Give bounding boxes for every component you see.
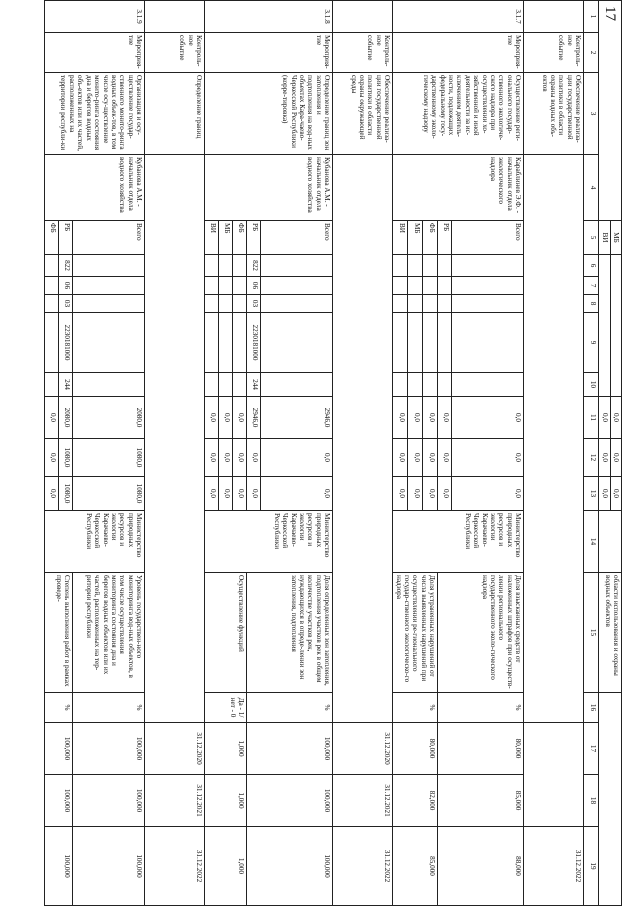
column-number: 3 xyxy=(584,73,599,155)
funding-source-cell: ФБ xyxy=(233,221,247,255)
grbs-cell xyxy=(45,255,59,277)
indicator-value-cell: 1,000 xyxy=(205,723,247,775)
date-cell: 31.12.2022 xyxy=(524,827,584,906)
row-title-cell: Обеспечение реализа-ции государственной политики в области охраны окружающей среды xyxy=(333,73,393,155)
measure-funding-row xyxy=(261,1,333,906)
grbs-cell xyxy=(219,255,233,277)
pr-cell xyxy=(393,295,408,313)
funding-source-cell: ФБ xyxy=(45,221,59,255)
column-number: 18 xyxy=(584,775,599,827)
vr-cell xyxy=(219,373,233,397)
funding-source-cell: МБ xyxy=(219,221,233,255)
pr-cell xyxy=(219,295,233,313)
amount-cell: 0,0 xyxy=(408,439,423,477)
row-type-cell: Мероприя-тие xyxy=(393,33,524,73)
indicator-value-cell: 80,000 xyxy=(393,723,438,775)
amount-cell: 2080,0 xyxy=(73,397,145,439)
control-event-row xyxy=(333,1,393,906)
column-number: 10 xyxy=(584,373,599,397)
row-number-cell: 3.1.9 xyxy=(45,1,145,33)
measure-funding-row xyxy=(452,1,524,906)
grbs-cell: 822 xyxy=(59,255,73,277)
amount-cell: 0,0 xyxy=(438,439,452,477)
indicator-value-cell: 1,000 xyxy=(205,775,247,827)
indicator-unit-cell: % xyxy=(393,693,438,723)
grbs-cell xyxy=(408,255,423,277)
grbs-cell xyxy=(438,255,452,277)
funding-source-cell: РБ xyxy=(438,221,452,255)
amount-cell: 0,0 xyxy=(599,439,610,477)
grbs-cell xyxy=(205,255,219,277)
amount-cell: 0,0 xyxy=(45,477,59,511)
grbs-cell xyxy=(393,255,408,277)
amount-cell: 1080,0 xyxy=(73,477,145,511)
indicator-value-cell: 82,000 xyxy=(393,775,438,827)
csr-cell xyxy=(233,313,247,373)
column-number: 8 xyxy=(584,295,599,313)
amount-cell: 0,0 xyxy=(610,439,621,477)
amount-cell: 1080,0 xyxy=(59,439,73,477)
pr-cell xyxy=(408,295,423,313)
indicator-value-cell: 88,000 xyxy=(438,827,524,906)
indicator-value-cell: 1,000 xyxy=(205,827,247,906)
amount-cell: 0,0 xyxy=(438,397,452,439)
amount-cell: 0,0 xyxy=(45,439,59,477)
rotated-content xyxy=(49,0,622,905)
date-cell: 31.12.2021 xyxy=(333,775,393,827)
funding-source-cell: РБ xyxy=(247,221,261,255)
amount-cell: 0,0 xyxy=(261,439,333,477)
indicator-value-cell: 100,000 xyxy=(73,775,145,827)
csr-cell xyxy=(219,313,233,373)
indicator-name-cell: области использования и охраны водных объектов xyxy=(599,573,622,693)
indicator-value-cell: 85,000 xyxy=(393,827,438,906)
indicator-value-cell: 85,000 xyxy=(438,775,524,827)
vr-cell: 244 xyxy=(59,373,73,397)
row-type-cell: Контроль-ное событие xyxy=(333,33,393,73)
row-number-cell xyxy=(333,1,393,33)
amount-cell: 0,0 xyxy=(261,477,333,511)
amount-cell: 0,0 xyxy=(233,439,247,477)
amount-cell: 0,0 xyxy=(452,439,524,477)
column-number-row xyxy=(584,1,599,906)
amount-cell: 0,0 xyxy=(219,477,233,511)
indicator-value-cell: 100,000 xyxy=(45,775,73,827)
control-event-row xyxy=(145,1,205,906)
amount-cell: 1080,0 xyxy=(59,477,73,511)
amount-cell: 0,0 xyxy=(599,477,610,511)
row-title-cell: Определение границ xyxy=(145,73,205,155)
indicator-name-cell: Степень выполнения работ в рамках проведе- xyxy=(45,573,73,693)
amount-cell: 0,0 xyxy=(408,477,423,511)
row-type-cell: Контроль-ное событие xyxy=(145,33,205,73)
amount-cell: 0,0 xyxy=(599,397,610,439)
funding-source-cell: Всего xyxy=(452,221,524,255)
amount-cell: 2080,0 xyxy=(59,397,73,439)
csr-cell xyxy=(408,313,423,373)
pr-cell xyxy=(205,295,219,313)
indicator-name-cell: Доля устраненных нарушений от числа выявленных нарушений при осуществлении ре-гионального государ-ственного экологическо-го надзора xyxy=(393,573,438,693)
grbs-cell xyxy=(233,255,247,277)
column-number: 19 xyxy=(584,827,599,906)
rz-cell xyxy=(408,277,423,295)
pr-cell xyxy=(438,295,452,313)
row-type-cell: Мероприя-тие xyxy=(205,33,333,73)
vr-cell xyxy=(393,373,408,397)
rz-cell: 06 xyxy=(247,277,261,295)
pr-cell xyxy=(452,295,524,313)
indicator-unit-cell: Да - 1/ нет - 0 xyxy=(205,693,247,723)
date-cell: 31.12.2022 xyxy=(333,827,393,906)
grbs-cell xyxy=(452,255,524,277)
column-number: 5 xyxy=(584,221,599,255)
csr-cell xyxy=(205,313,219,373)
rz-cell xyxy=(438,277,452,295)
grbs-cell xyxy=(423,255,438,277)
column-number: 7 xyxy=(584,277,599,295)
empty-cell xyxy=(524,723,584,827)
vr-cell xyxy=(233,373,247,397)
funding-source-cell: РБ xyxy=(59,221,73,255)
indicator-value-cell: 100,000 xyxy=(73,723,145,775)
amount-cell: 0,0 xyxy=(233,397,247,439)
row-title-cell: Определение границ зон затопления и подтопления на вод-ных объектах Кара-чаево-Черкесской Республики (корре-тировка) xyxy=(205,73,333,155)
csr-cell: 2230181000 xyxy=(59,313,73,373)
row-number-cell: 3.1.8 xyxy=(205,1,333,33)
measure-funding-row xyxy=(73,1,145,906)
column-number: 4 xyxy=(584,155,599,221)
indicator-unit-cell: % xyxy=(438,693,524,723)
column-number: 11 xyxy=(584,397,599,439)
page-number: 17 xyxy=(602,6,618,21)
amount-cell: 0,0 xyxy=(438,477,452,511)
grbs-cell xyxy=(73,255,145,277)
pr-cell xyxy=(261,295,333,313)
csr-cell xyxy=(423,313,438,373)
amount-cell: 2946,0 xyxy=(261,397,333,439)
amount-cell: 0,0 xyxy=(408,397,423,439)
csr-cell xyxy=(261,313,333,373)
indicator-name-cell: Доля определенных зон затопления, подтопления участков рек в общем количестве участков рек, нуждающихся в опреде-лении зон затопления, подтопления xyxy=(247,573,333,693)
responsible-cell: Караблинев Э.Ф. - начальник отдела экологического надзора xyxy=(393,155,524,221)
funding-source-cell: МБ xyxy=(408,221,423,255)
rz-cell xyxy=(205,277,219,295)
amount-cell: 0,0 xyxy=(219,439,233,477)
vr-cell xyxy=(452,373,524,397)
indicator-unit-cell: % xyxy=(247,693,333,723)
empty-cell xyxy=(599,1,622,221)
indicator-value-cell: 100,000 xyxy=(45,827,73,906)
date-cell: 31.12.2020 xyxy=(145,723,205,775)
vr-cell xyxy=(45,373,59,397)
vr-cell xyxy=(205,373,219,397)
funding-source-cell: ВИ xyxy=(599,221,610,255)
amount-cell: 0,0 xyxy=(45,397,59,439)
csr-cell xyxy=(45,313,59,373)
row-type-cell: Контроль-ное событие xyxy=(524,33,584,73)
indicator-name-cell: Доля взысканных средств от наложенных штрафов при осуществ-лении регионального государственного эколо-гического надзора xyxy=(438,573,524,693)
amount-cell: 0,0 xyxy=(247,477,261,511)
row-type-cell: Мероприя-тие xyxy=(45,33,145,73)
column-number: 14 xyxy=(584,511,599,573)
pr-cell xyxy=(45,295,59,313)
indicator-value-cell: 80,000 xyxy=(438,723,524,775)
column-number: 12 xyxy=(584,439,599,477)
funding-source-cell: ФБ xyxy=(423,221,438,255)
funding-source-cell: Всего xyxy=(73,221,145,255)
row-number-cell: 3.1.7 xyxy=(393,1,524,33)
amount-cell: 0,0 xyxy=(423,439,438,477)
empty-cell xyxy=(599,511,622,573)
indicator-name-cell: Осуществление функций xyxy=(205,573,247,693)
rz-cell: 06 xyxy=(59,277,73,295)
rz-cell xyxy=(45,277,59,295)
responsible-cell: Кубанова А.М. - начальник отдела водного хозяйства xyxy=(45,155,145,221)
executor-cell: Министерство природных ресурсов и экологии Карачаево-Черкесской Республики xyxy=(45,511,145,573)
amount-cell: 0,0 xyxy=(423,477,438,511)
rotated-table-area xyxy=(49,0,622,905)
column-number: 17 xyxy=(584,723,599,775)
amount-cell: 0,0 xyxy=(452,477,524,511)
row-title-cell: Организация и осу-ществление государ-ственного монито-ринга водных объек-тов, в том числе осу-ществление монито-ринга состояния дна и берегов водных объ-ектов или их частей, расположенных на территории республи-ки xyxy=(45,73,145,155)
column-number: 15 xyxy=(584,573,599,693)
executor-cell: Министерство природных ресурсов и экологии Карачаево-Черкесской Республики xyxy=(205,511,333,573)
pr-cell xyxy=(423,295,438,313)
amount-cell: 0,0 xyxy=(393,439,408,477)
csr-cell xyxy=(73,313,145,373)
row-number-cell xyxy=(524,1,584,33)
amount-cell: 2946,0 xyxy=(247,397,261,439)
empty-cell xyxy=(333,155,393,723)
rz-cell xyxy=(261,277,333,295)
indicator-value-cell: 100,000 xyxy=(73,827,145,906)
funding-source-cell: ВИ xyxy=(393,221,408,255)
amount-cell: 0,0 xyxy=(610,397,621,439)
continuation-row xyxy=(610,1,621,906)
funding-source-cell: ВИ xyxy=(205,221,219,255)
amount-cell: 1080,0 xyxy=(73,439,145,477)
column-number: 6 xyxy=(584,255,599,277)
rz-cell xyxy=(393,277,408,295)
amount-cell: 0,0 xyxy=(233,477,247,511)
amount-cell: 0,0 xyxy=(393,477,408,511)
vr-cell xyxy=(408,373,423,397)
rz-cell xyxy=(452,277,524,295)
column-number: 16 xyxy=(584,693,599,723)
amount-cell: 0,0 xyxy=(205,397,219,439)
funding-source-cell: Всего xyxy=(261,221,333,255)
amount-cell: 0,0 xyxy=(247,439,261,477)
responsible-cell: Кубанова А.М. - начальник отдела водного хозяйства xyxy=(205,155,333,221)
empty-cell xyxy=(610,255,621,397)
amount-cell: 0,0 xyxy=(423,397,438,439)
csr-cell xyxy=(452,313,524,373)
empty-cell xyxy=(599,255,610,397)
empty-cell xyxy=(145,155,205,723)
column-number: 13 xyxy=(584,477,599,511)
rz-cell xyxy=(423,277,438,295)
amount-cell: 0,0 xyxy=(205,477,219,511)
indicator-value-cell: 100,000 xyxy=(247,775,333,827)
date-cell: 31.12.2020 xyxy=(333,723,393,775)
csr-cell xyxy=(393,313,408,373)
pr-cell: 03 xyxy=(247,295,261,313)
rz-cell xyxy=(73,277,145,295)
row-number-cell xyxy=(145,1,205,33)
date-cell: 31.12.2021 xyxy=(145,775,205,827)
amount-cell: 0,0 xyxy=(452,397,524,439)
indicator-value-cell: 100,000 xyxy=(247,827,333,906)
vr-cell: 244 xyxy=(247,373,261,397)
control-event-row xyxy=(524,1,584,906)
amount-cell: 0,0 xyxy=(205,439,219,477)
row-title-cell: Обеспечение реализа-ции государственной политики в области охраны водных объ-ектов xyxy=(524,73,584,155)
vr-cell xyxy=(73,373,145,397)
indicator-value-cell: 100,000 xyxy=(247,723,333,775)
indicator-value-cell: 100,000 xyxy=(45,723,73,775)
csr-cell: 2230181000 xyxy=(247,313,261,373)
rz-cell xyxy=(233,277,247,295)
indicator-name-cell: Уровень государствен-ного мониторинга вод-ных объектов, в том числе осуществления мониторинга состояния дна и берегов водных объектов или их частей, расположенных на тер-ритории республики xyxy=(73,573,145,693)
vr-cell xyxy=(423,373,438,397)
pr-cell xyxy=(73,295,145,313)
date-cell: 31.12.2022 xyxy=(145,827,205,906)
indicator-unit-cell: % xyxy=(73,693,145,723)
column-number: 1 xyxy=(584,1,599,33)
pr-cell xyxy=(233,295,247,313)
grbs-cell: 822 xyxy=(247,255,261,277)
program-measures-table xyxy=(44,0,622,906)
vr-cell xyxy=(261,373,333,397)
csr-cell xyxy=(438,313,452,373)
funding-source-cell: МБ xyxy=(610,221,621,255)
amount-cell: 0,0 xyxy=(393,397,408,439)
row-title-cell: Осуществление реги-онального государ-ственного экологиче-ского надзора при осуществлении хо-зяйственной и иной деятельности за ис-ключением деятель-ности, подлежащих федеральному госу-дарственному эколо-гическому надзору xyxy=(393,73,524,155)
amount-cell: 0,0 xyxy=(610,477,621,511)
vr-cell xyxy=(438,373,452,397)
grbs-cell xyxy=(261,255,333,277)
executor-cell: Министерство природных ресурсов и экологии Карачаево-Черкесской Республики xyxy=(393,511,524,573)
column-number: 9 xyxy=(584,313,599,373)
pr-cell: 03 xyxy=(59,295,73,313)
indicator-unit-cell: % xyxy=(45,693,73,723)
rz-cell xyxy=(219,277,233,295)
column-number: 2 xyxy=(584,33,599,73)
empty-cell xyxy=(599,693,622,906)
amount-cell: 0,0 xyxy=(219,397,233,439)
empty-cell xyxy=(524,155,584,723)
